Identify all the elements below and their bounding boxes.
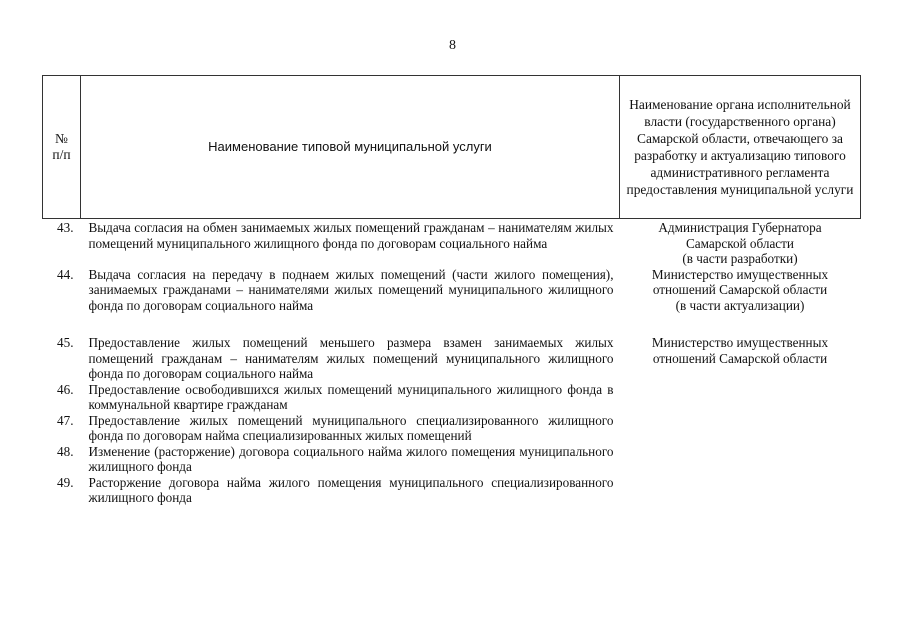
- row-number: 48.: [57, 443, 74, 459]
- header-service: Наименование типовой муниципальной услуги: [81, 76, 620, 219]
- row-org: [620, 413, 861, 444]
- row-number: 49.: [57, 474, 74, 490]
- row-org-line: отношений Самарской области: [652, 350, 828, 366]
- header-org: Наименование органа исполнительной власти (государственного органа) Самарской области, отвечающего за разработку и актуализацию типового административного регламента предоставления муниципальной услуги: [620, 76, 861, 219]
- row-number: 47.: [57, 412, 74, 428]
- row-service: Предоставление освободившихся жилых помещений муниципального жилищного фонда в коммунальной квартире гражданам: [88, 381, 614, 412]
- row-number: 46.: [57, 381, 74, 397]
- table-row: [43, 382, 861, 413]
- row-service: Предоставление жилых помещений муниципального специализированного жилищного фонда по договорам найма специализированных жилых помещений: [88, 412, 614, 443]
- row-org-line: Самарской области: [686, 235, 794, 251]
- row-org: [620, 267, 861, 336]
- header-num-line1: №: [55, 131, 68, 146]
- table-row: [43, 219, 861, 267]
- table-row: [43, 475, 861, 506]
- table-row: [43, 335, 861, 382]
- table-row: [43, 267, 861, 336]
- row-org: [620, 475, 861, 506]
- header-num-line2: п/п: [52, 147, 71, 162]
- table-body: [43, 219, 861, 506]
- row-org-line: отношений Самарской области: [652, 282, 828, 297]
- table-header-row: [43, 76, 861, 219]
- row-number: 43.: [57, 220, 74, 235]
- row-number: 45.: [57, 335, 74, 350]
- row-service: Предоставление жилых помещений меньшего размера взамен занимаемых жилых помещений гражданам – нанимателям жилых помещений муниципального жилищного фонда по договорам социального найма: [88, 335, 614, 381]
- row-service: Выдача согласия на обмен занимаемых жилых помещений гражданам – нанимателям жилых помещений муниципального жилищного фонда по договорам социального найма: [88, 220, 614, 251]
- page-number: 8: [449, 38, 456, 53]
- row-number: 44.: [57, 266, 74, 282]
- table-row: [43, 444, 861, 475]
- services-table: [42, 75, 861, 506]
- row-service: Изменение (расторжение) договора социального найма жилого помещения муниципального жилищного фонда: [88, 443, 614, 474]
- header-num: [43, 76, 81, 219]
- row-org: [620, 219, 861, 267]
- row-org-line: (в части актуализации): [675, 297, 805, 313]
- row-service: Выдача согласия на передачу в поднаем жилых помещений (части жилого помещения), занимаемых гражданами – нанимателями жилых помещений муниципального жилищного фонда по договорам социального найма: [88, 266, 614, 313]
- row-org-line: Администрация Губернатора: [658, 220, 822, 235]
- row-org-line: (в части разработки): [682, 251, 798, 266]
- row-org: [620, 382, 861, 413]
- row-org-line: Министерство имущественных: [651, 335, 829, 350]
- row-service: Расторжение договора найма жилого помещения муниципального специализированного жилищного фонда: [88, 474, 614, 505]
- row-org-line: Министерство имущественных: [651, 266, 829, 282]
- row-org: [620, 444, 861, 475]
- table-row: [43, 413, 861, 444]
- row-org: [620, 335, 861, 382]
